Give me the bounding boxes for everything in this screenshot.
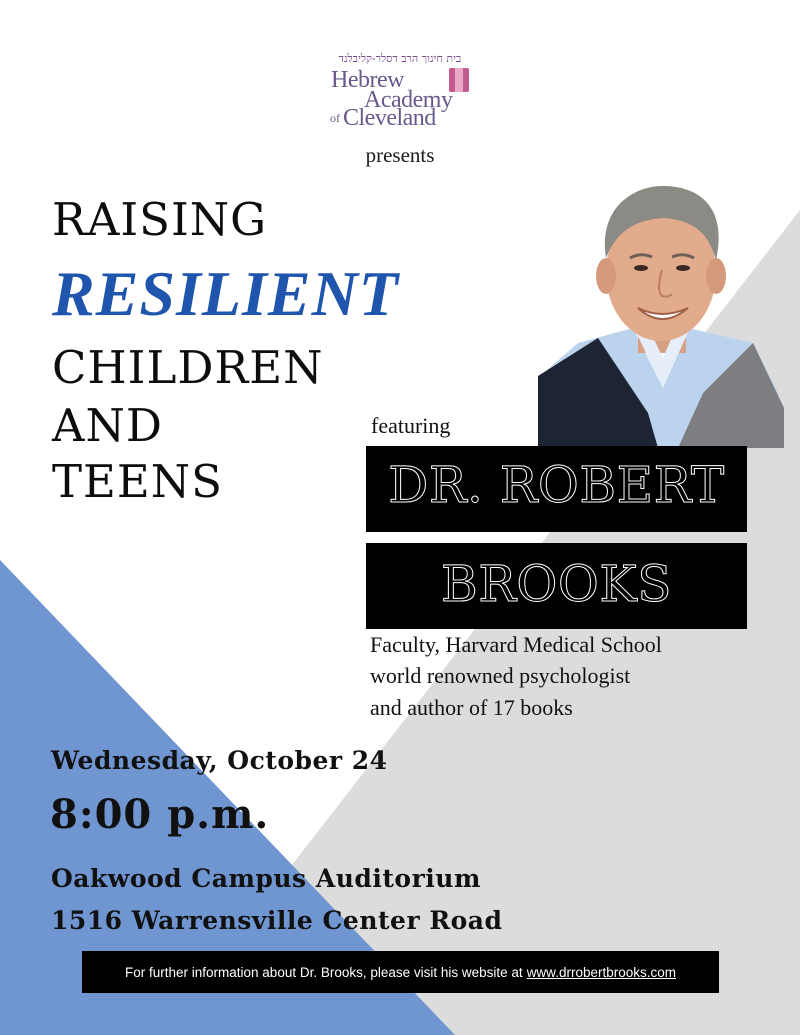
speaker-name-box-1: [366, 446, 747, 532]
footer-info-bar: [82, 951, 719, 993]
website-link[interactable]: www.drrobertbrooks.com: [526, 964, 676, 980]
speaker-credential: Faculty, Harvard Medical School: [370, 632, 662, 657]
presents-text: presents: [365, 143, 435, 167]
event-date: Wednesday, October 24: [51, 746, 388, 775]
title-line-children: CHILDREN: [52, 341, 324, 394]
title-line-and: AND: [52, 399, 163, 452]
event-venue: Oakwood Campus Auditorium: [51, 864, 481, 893]
event-address: 1516 Warrensville Center Road: [51, 906, 503, 935]
speaker-name-line-2: BROOKS: [441, 555, 672, 613]
logo-word-cleveland: Cleveland: [343, 105, 436, 131]
speaker-name-box-2: [366, 543, 747, 629]
featuring-label: featuring: [371, 413, 451, 438]
speaker-name-line-1: DR. ROBERT: [388, 456, 725, 514]
speaker-photo: [538, 178, 784, 448]
title-line-resilient: RESILIENT: [52, 258, 399, 329]
logo-word-of: of: [330, 111, 340, 125]
logo-hebrew-text: בית חינוך הרב דסלר-קליבלנד: [338, 52, 462, 65]
speaker-credential: and author of 17 books: [370, 695, 573, 720]
event-time: 8:00 p.m.: [50, 791, 270, 838]
title-line-raising: RAISING: [52, 193, 268, 246]
logo-word-hebrew: Hebrew: [331, 67, 404, 93]
title-line-teens: TEENS: [52, 455, 223, 508]
speaker-credential: world renowned psychologist: [370, 663, 631, 688]
logo-word-academy: Academy: [364, 87, 453, 113]
footer-text: For further information about Dr. Brooks, please visit his website at: [125, 964, 523, 980]
